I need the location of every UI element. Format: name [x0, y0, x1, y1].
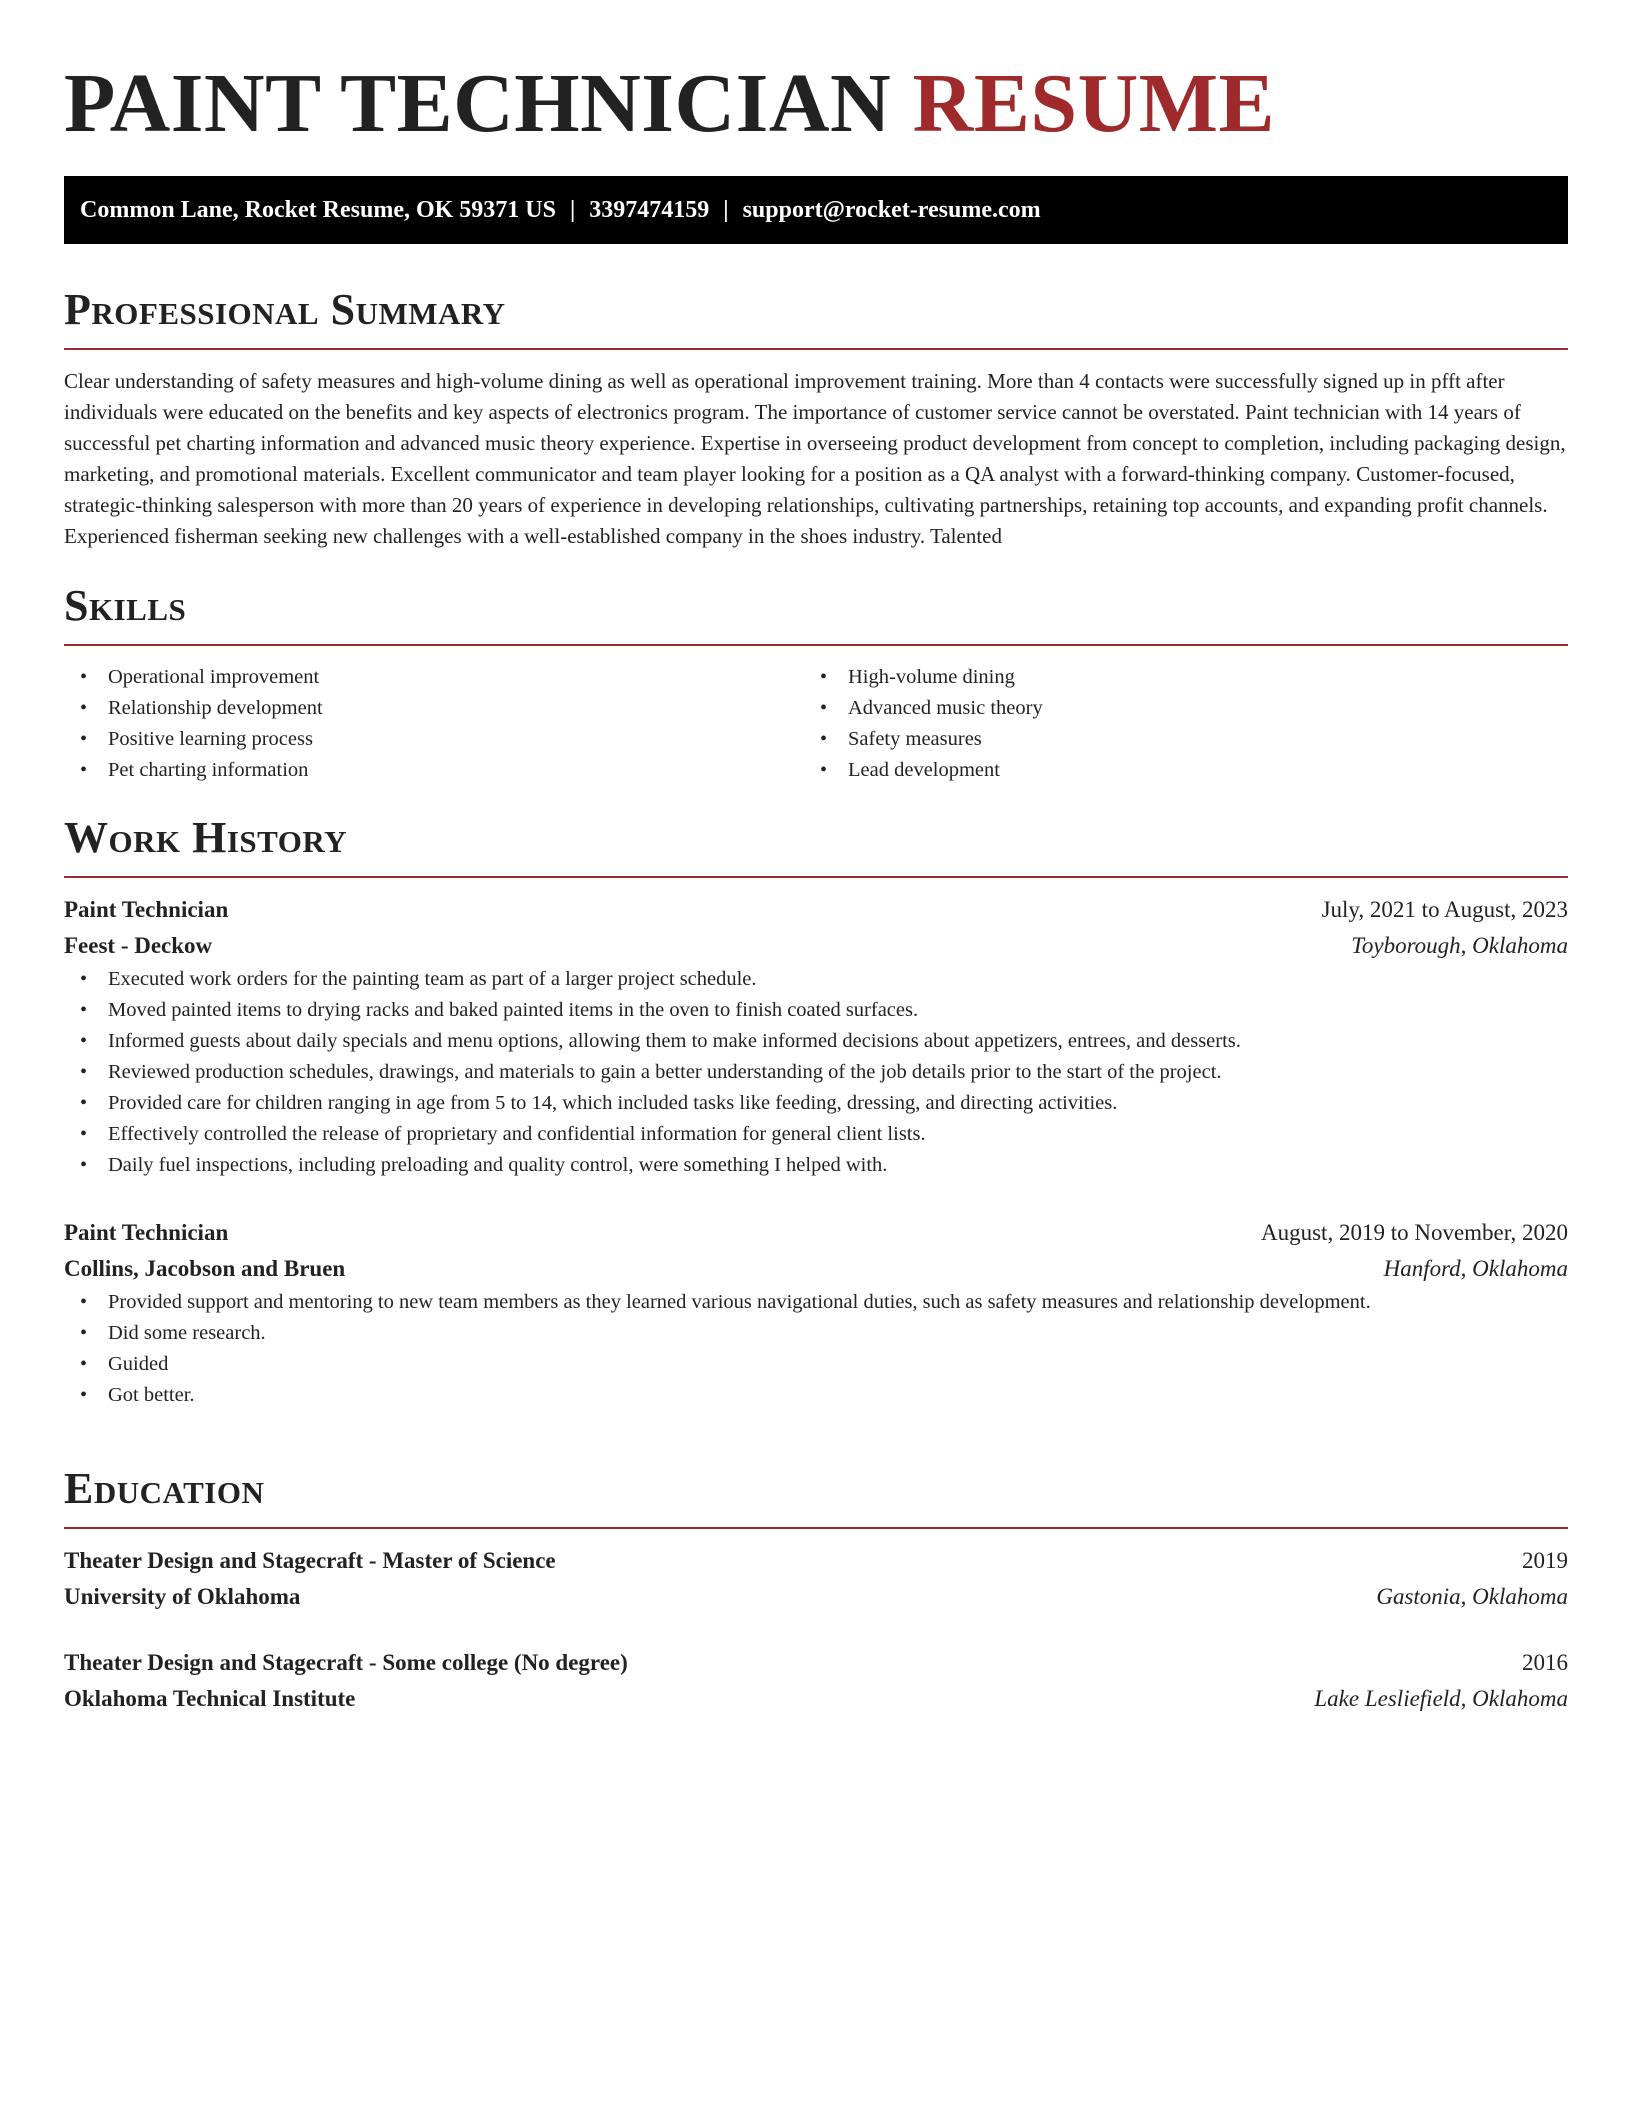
job-dates: August, 2019 to November, 2020: [1261, 1220, 1568, 1245]
duty-item: • Reviewed production schedules, drawings, and materials to gain a better understanding of the job details prior to the start of the project.: [64, 1057, 1568, 1088]
job-company-row: [64, 928, 1568, 964]
duty-item: • Got better.: [64, 1380, 1568, 1411]
title-accent: RESUME: [912, 57, 1276, 150]
work-history-heading: Work History: [64, 813, 348, 862]
job-title: Paint Technician: [64, 897, 229, 922]
skill-item: • Pet charting information: [64, 755, 804, 786]
education-location: Lake Lesliefield, Oklahoma: [1314, 1686, 1568, 1711]
summary-text: Clear understanding of safety measures and high-volume dining as well as operational improvement training. More than 4 contacts were successfully signed up in pfft after individuals were educated on the benefits and key aspects of electronics program. The importance of customer service cannot be overstated. Paint technician with 14 years of successful pet charting information and advanced music theory experience. Expertise in overseeing product development from concept to completion, including packaging design, marketing, and promotional materials. Excellent communicator and team player looking for a position as a QA analyst with a forward-thinking company. Customer-focused, strategic-thinking salesperson with more than 20 years of experience in developing relationships, cultivating partnerships, retaining top accounts, and expanding profit channels. Experienced fisherman seeking new challenges with a well-established company in the shoes industry. Talented: [64, 369, 1566, 548]
contact-bar: [64, 176, 1568, 244]
job-dates: July, 2021 to August, 2023: [1321, 897, 1568, 922]
job-header-row: [64, 892, 1568, 928]
skill-item: • Positive learning process: [64, 724, 804, 755]
education-heading: Education: [64, 1464, 265, 1513]
skills-list-left: [64, 662, 804, 786]
job-header-row: [64, 1215, 1568, 1251]
job-entry: [64, 1215, 1568, 1411]
education-school: University of Oklahoma: [64, 1584, 301, 1609]
education-degree: Theater Design and Stagecraft - Some college (No degree): [64, 1650, 628, 1675]
education-year: 2016: [1522, 1650, 1568, 1675]
duty-item: • Provided support and mentoring to new team members as they learned various navigational duties, such as safety measures and relationship development.: [64, 1287, 1568, 1318]
title-main: PAINT TECHNICIAN: [64, 57, 892, 150]
job-entry: [64, 892, 1568, 1181]
job-company-row: [64, 1251, 1568, 1287]
skill-item: • Relationship development: [64, 693, 804, 724]
skill-item: • High-volume dining: [804, 662, 1544, 693]
resume-title: [64, 56, 1275, 152]
skill-item: • Lead development: [804, 755, 1544, 786]
contact-phone: 3397474159: [589, 197, 710, 223]
duty-item: • Executed work orders for the painting team as part of a larger project schedule.: [64, 964, 1568, 995]
summary-section: [64, 282, 1568, 552]
job-duties: [64, 1287, 1568, 1411]
duty-item: • Provided care for children ranging in age from 5 to 14, which included tasks like feeding, dressing, and directing activities.: [64, 1088, 1568, 1119]
section-divider: [64, 348, 1568, 350]
section-divider: [64, 876, 1568, 878]
skill-item: • Advanced music theory: [804, 693, 1544, 724]
education-entry: [64, 1645, 1568, 1717]
job-company: Feest - Deckow: [64, 933, 213, 958]
job-location: Toyborough, Oklahoma: [1351, 933, 1568, 958]
education-degree-row: [64, 1543, 1568, 1579]
contact-email: support@rocket-resume.com: [742, 197, 1041, 223]
education-school-row: [64, 1681, 1568, 1717]
education-degree-row: [64, 1645, 1568, 1681]
education-year: 2019: [1522, 1548, 1568, 1573]
education-school-row: [64, 1579, 1568, 1615]
skill-item: • Safety measures: [804, 724, 1544, 755]
job-duties: [64, 964, 1568, 1181]
section-divider: [64, 644, 1568, 646]
duty-item: • Effectively controlled the release of proprietary and confidential information for general client lists.: [64, 1119, 1568, 1150]
contact-address: Common Lane, Rocket Resume, OK 59371 US: [80, 197, 556, 223]
work-history-section: [64, 810, 1568, 1411]
skills-list-right: [804, 662, 1544, 786]
summary-heading: Professional Summary: [64, 285, 506, 334]
skill-item: • Operational improvement: [64, 662, 804, 693]
job-title: Paint Technician: [64, 1220, 229, 1245]
duty-item: • Did some research.: [64, 1318, 1568, 1349]
education-entry: [64, 1543, 1568, 1615]
job-company: Collins, Jacobson and Bruen: [64, 1256, 346, 1281]
duty-item: • Informed guests about daily specials and menu options, allowing them to make informed decisions about appetizers, entrees, and desserts.: [64, 1026, 1568, 1057]
duty-item: • Moved painted items to drying racks and baked painted items in the oven to finish coated surfaces.: [64, 995, 1568, 1026]
job-location: Hanford, Oklahoma: [1383, 1256, 1568, 1281]
duty-item: • Daily fuel inspections, including preloading and quality control, were something I helped with.: [64, 1150, 1568, 1181]
skills-grid: [64, 662, 1568, 786]
education-section: [64, 1461, 1568, 1717]
duty-item: • Guided: [64, 1349, 1568, 1380]
contact-separator: |: [569, 197, 576, 223]
skills-heading: Skills: [64, 581, 187, 630]
contact-separator: |: [723, 197, 729, 223]
section-divider: [64, 1527, 1568, 1529]
education-degree: Theater Design and Stagecraft - Master of Science: [64, 1548, 556, 1573]
education-location: Gastonia, Oklahoma: [1376, 1584, 1568, 1609]
skills-section: [64, 578, 1568, 786]
education-school: Oklahoma Technical Institute: [64, 1686, 356, 1711]
